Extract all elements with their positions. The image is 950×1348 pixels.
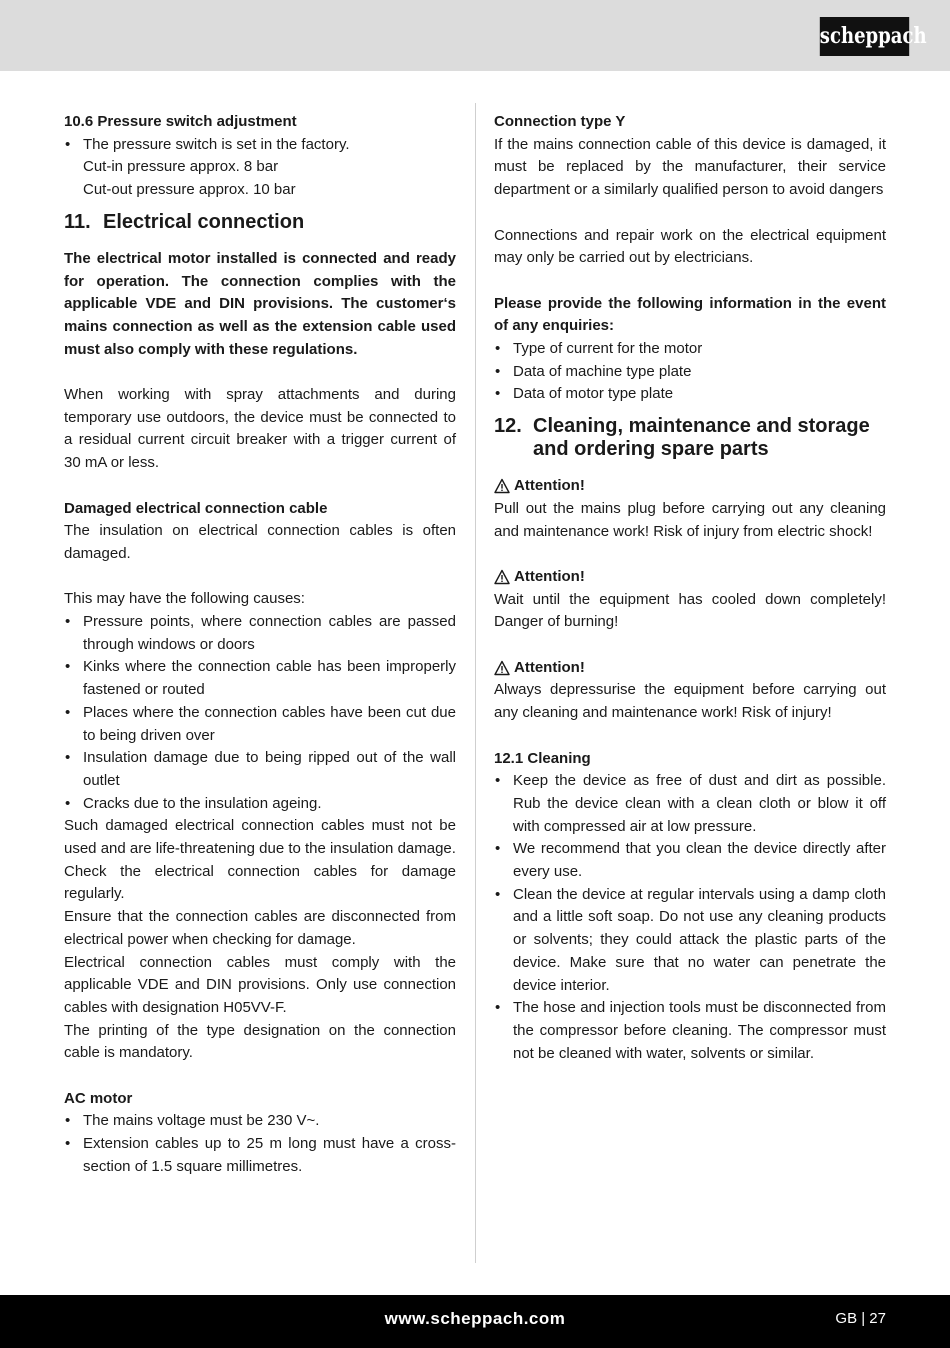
causes-list bbox=[64, 611, 456, 815]
scheppach-logo: scheppach bbox=[820, 17, 909, 56]
causes-intro: This may have the following causes: bbox=[64, 590, 305, 608]
list-item: • Clean the device at regular intervals using a damp cloth and a little soft soap. Do not use any cleaning products or solvents; they could attack the plastic parts of the device. Make sure that no water can penetrate the device interior. bbox=[494, 884, 886, 998]
section-12-number: 12. bbox=[494, 415, 522, 438]
page-footer bbox=[0, 1295, 950, 1348]
section-11-number: 11. bbox=[64, 210, 91, 233]
spray-attachment-note: When working with spray attachments and during temporary use outdoors, the device must be connected to a residual current circuit breaker with a trigger current of 30 mA or less. bbox=[64, 386, 456, 472]
section-11-heading bbox=[64, 211, 456, 234]
section-12-title-line2: and ordering spare parts bbox=[533, 438, 769, 461]
electrical-intro: The electrical motor installed is connected and ready for operation. The connection complies with the applicable VDE and DIN provisions. The customer‘s mains connection as well as the extension cable used must also comply with these regulations. bbox=[64, 249, 456, 358]
cut-in-pressure: Cut-in pressure approx. 8 bar bbox=[83, 158, 279, 176]
damaged-cable-text: The insulation on electrical connection cables is often damaged. bbox=[64, 522, 456, 562]
disconnect-note: Ensure that the connection cables are disconnected from electrical power when checking for damage. bbox=[64, 908, 456, 948]
cleaning-title: 12.1 Cleaning bbox=[494, 749, 591, 767]
repair-work-note: Connections and repair work on the electrical equipment may only be carried out by electricians. bbox=[494, 226, 886, 267]
attention-text-2: Wait until the equipment has cooled down completely! Danger of burning! bbox=[494, 590, 886, 631]
attention-heading-3 bbox=[494, 657, 886, 680]
cut-out-pressure: Cut-out pressure approx. 10 bar bbox=[83, 181, 296, 199]
page-header bbox=[0, 0, 950, 71]
list-item: • Data of machine type plate bbox=[494, 361, 886, 384]
section-12-title-line1: Cleaning, maintenance and storage bbox=[533, 415, 870, 438]
pressure-switch-list bbox=[64, 134, 456, 157]
cleaning-list bbox=[494, 770, 886, 1065]
section-12-heading bbox=[494, 415, 886, 461]
page-number: GB | 27 bbox=[835, 1310, 886, 1327]
list-item: • We recommend that you clean the device directly after every use. bbox=[494, 838, 886, 883]
type-designation-note: The printing of the type designation on the connection cable is mandatory. bbox=[64, 1021, 456, 1062]
left-column bbox=[64, 111, 456, 1179]
list-item: • The hose and injection tools must be disconnected from the compressor before cleaning. The compressor must not be cleaned with water, solvents or similar. bbox=[494, 997, 886, 1065]
warning-triangle-icon bbox=[494, 660, 510, 676]
warning-triangle-icon bbox=[494, 569, 510, 585]
connection-type-text: If the mains connection cable of this device is damaged, it must be replaced by the manufacturer, their service department or a similarly qualified person to avoid dangers bbox=[494, 135, 886, 199]
attention-label: Attention! bbox=[514, 477, 585, 495]
list-item: • Data of motor type plate bbox=[494, 383, 886, 406]
list-item: • Keep the device as free of dust and dirt as possible. Rub the device clean with a clean cloth or blow it off with compressed air at low pressure. bbox=[494, 770, 886, 838]
list-item: • Extension cables up to 25 m long must have a cross-section of 1.5 square millimetres. bbox=[64, 1133, 456, 1178]
list-item: • The mains voltage must be 230 V~. bbox=[64, 1110, 456, 1133]
section-10-6-title: 10.6 Pressure switch adjustment bbox=[64, 113, 297, 130]
attention-label: Attention! bbox=[514, 567, 585, 585]
check-cables-note: Check the electrical connection cables for damage regularly. bbox=[64, 862, 456, 903]
connection-type-title: Connection type Y bbox=[494, 113, 626, 130]
ac-motor-list bbox=[64, 1110, 456, 1178]
enquiry-title: Please provide the following information in the event of any enquiries: bbox=[494, 294, 886, 335]
list-item: • Pressure points, where connection cables are passed through windows or doors bbox=[64, 611, 456, 656]
attention-heading-1 bbox=[494, 475, 886, 498]
website-url: www.scheppach.com bbox=[384, 1309, 566, 1328]
column-divider bbox=[475, 103, 476, 1263]
damage-warning: Such damaged electrical connection cables must not be used and are life-threatening due to the insulation damage. bbox=[64, 817, 456, 858]
ac-motor-title: AC motor bbox=[64, 1089, 133, 1107]
list-item: • Insulation damage due to being ripped out of the wall outlet bbox=[64, 747, 456, 792]
attention-label: Attention! bbox=[514, 658, 585, 676]
attention-heading-2 bbox=[494, 566, 886, 589]
list-item: • Places where the connection cables have been cut due to being driven over bbox=[64, 702, 456, 747]
attention-text-3: Always depressurise the equipment before carrying out any cleaning and maintenance work! Risk of injury! bbox=[494, 681, 886, 722]
list-item: • Kinks where the connection cable has been improperly fastened or routed bbox=[64, 656, 456, 701]
right-column bbox=[494, 111, 886, 1065]
list-item: • The pressure switch is set in the factory. bbox=[64, 134, 456, 157]
attention-text-1: Pull out the mains plug before carrying out any cleaning and maintenance work! Risk of injury from electric shock! bbox=[494, 499, 886, 540]
warning-triangle-icon bbox=[494, 478, 510, 494]
list-item: • Cracks due to the insulation ageing. bbox=[64, 793, 456, 816]
cable-compliance-note: Electrical connection cables must comply with the applicable VDE and DIN provisions. Only use connection cables with designation H05VV-F. bbox=[64, 953, 456, 1016]
list-item: • Type of current for the motor bbox=[494, 338, 886, 361]
enquiry-list bbox=[494, 338, 886, 406]
damaged-cable-title: Damaged electrical connection cable bbox=[64, 499, 328, 517]
section-12-title bbox=[533, 415, 870, 461]
section-11-title: Electrical connection bbox=[103, 210, 305, 233]
